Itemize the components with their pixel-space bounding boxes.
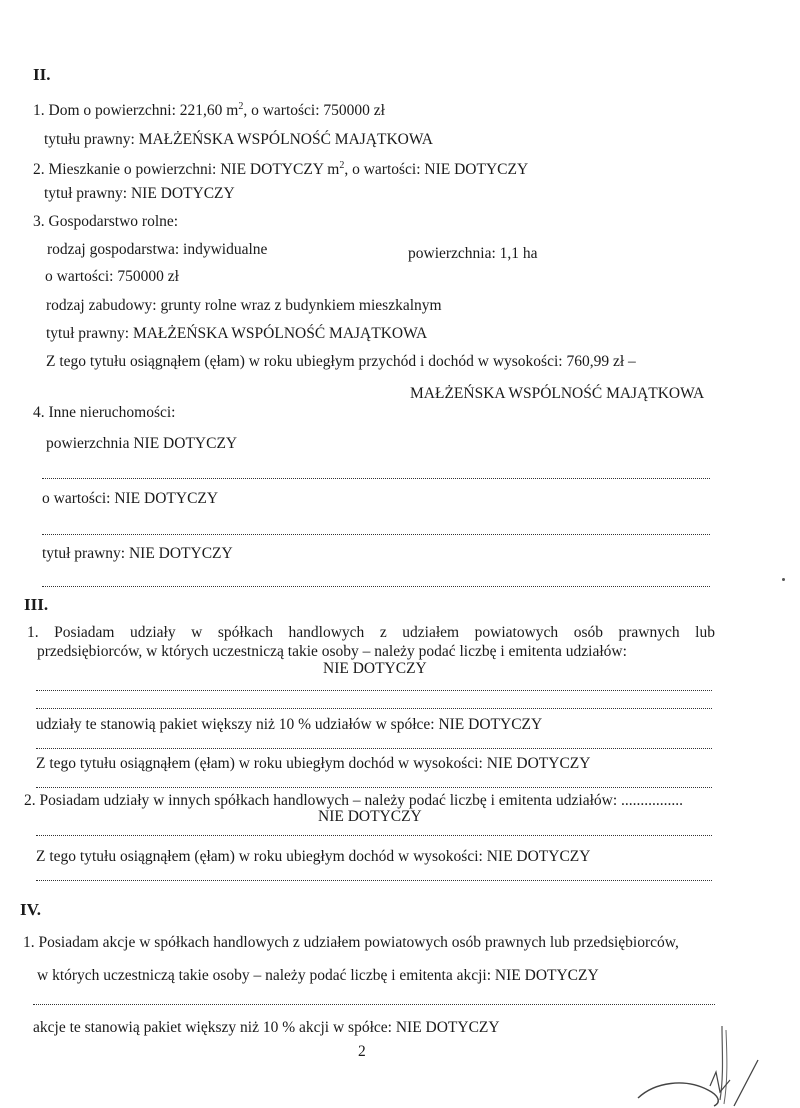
farm-type: rodzaj gospodarstwa: indywidualne: [47, 241, 268, 258]
stocks-line-1: 1. Posiadam akcje w spółkach handlowych z udziałem powiatowych osób prawnych lub przedsiębiorców,: [23, 934, 679, 951]
other-property-legal-title: tytuł prawny: NIE DOTYCZY: [42, 545, 233, 562]
dotted-line: [36, 708, 712, 709]
other-shares-line: 2. Posiadam udziały w innych spółkach handlowych – należy podać liczbę i emitenta udziałów: ................: [24, 792, 684, 809]
farm-buildings: rodzaj zabudowy: grunty rolne wraz z budynkiem mieszkalnym: [46, 297, 442, 314]
signature-icon: [630, 1020, 800, 1108]
dotted-line: [42, 586, 710, 587]
stocks-package: akcje te stanowią pakiet większy niż 10 % akcji w spółce: NIE DOTYCZY: [33, 1019, 500, 1036]
apartment-legal-title: tytuł prawny: NIE DOTYCZY: [44, 185, 235, 202]
farm-area: powierzchnia: 1,1 ha: [408, 245, 538, 262]
dotted-line: [36, 748, 712, 749]
shares-income: Z tego tytułu osiągnąłem (ęłam) w roku ubiegłym dochód w wysokości: NIE DOTYCZY: [36, 755, 591, 772]
section-3-heading: III.: [24, 595, 49, 614]
farm-legal-title: tytuł prawny: MAŁŻEŃSKA WSPÓLNOŚĆ MAJĄTKOWA: [46, 325, 428, 342]
stocks-line-2: w których uczestniczą takie osoby – należy podać liczbę i emitenta akcji: NIE DOTYCZY: [37, 967, 599, 984]
dotted-line: [36, 690, 712, 691]
shares-package: udziały te stanowią pakiet większy niż 10 % udziałów w spółce: NIE DOTYCZY: [36, 716, 543, 733]
shares-answer: NIE DOTYCZY: [323, 660, 427, 677]
house-line: 1. Dom o powierzchni: 221,60 $m^2$, o wartości: 750000 zł: [33, 100, 385, 119]
section-2-heading: II.: [33, 65, 51, 84]
dotted-line: [36, 835, 712, 836]
other-shares-income: Z tego tytułu osiągnąłem (ęłam) w roku ubiegłym dochód w wysokości: NIE DOTYCZY: [36, 848, 591, 865]
farm-income-note: MAŁŻEŃSKA WSPÓLNOŚĆ MAJĄTKOWA: [410, 385, 705, 402]
farm-title: 3. Gospodarstwo rolne:: [33, 213, 179, 230]
dotted-line: [42, 478, 710, 479]
other-shares-answer: NIE DOTYCZY: [318, 808, 422, 825]
farm-value: o wartości: 750000 zł: [45, 268, 179, 285]
farm-income: Z tego tytułu osiągnąłem (ęłam) w roku ubiegłym przychód i dochód w wysokości: 760,99 zł –: [46, 353, 636, 370]
scan-speck: [782, 578, 785, 581]
other-property-value: o wartości: NIE DOTYCZY: [42, 490, 219, 507]
house-legal-title: tytułu prawny: MAŁŻEŃSKA WSPÓLNOŚĆ MAJĄTKOWA: [44, 131, 433, 148]
shares-line-2: przedsiębiorców, w których uczestniczą takie osoby – należy podać liczbę i emitenta udziałów:: [37, 643, 627, 660]
page-number: 2: [358, 1043, 366, 1060]
dotted-line: [36, 880, 712, 881]
section-4-heading: IV.: [20, 900, 41, 919]
dotted-line: [42, 534, 710, 535]
other-property-title: 4. Inne nieruchomości:: [33, 404, 176, 421]
shares-line-1: 1. Posiadam udziały w spółkach handlowych z udziałem powiatowych osób prawnych lub: [27, 624, 715, 641]
other-property-area: powierzchnia NIE DOTYCZY: [46, 435, 238, 452]
dotted-line: [36, 787, 712, 788]
apartment-line: 2. Mieszkanie o powierzchni: NIE DOTYCZY $m^2$, o wartości: NIE DOTYCZY: [33, 159, 529, 178]
dotted-line: [33, 1004, 715, 1005]
